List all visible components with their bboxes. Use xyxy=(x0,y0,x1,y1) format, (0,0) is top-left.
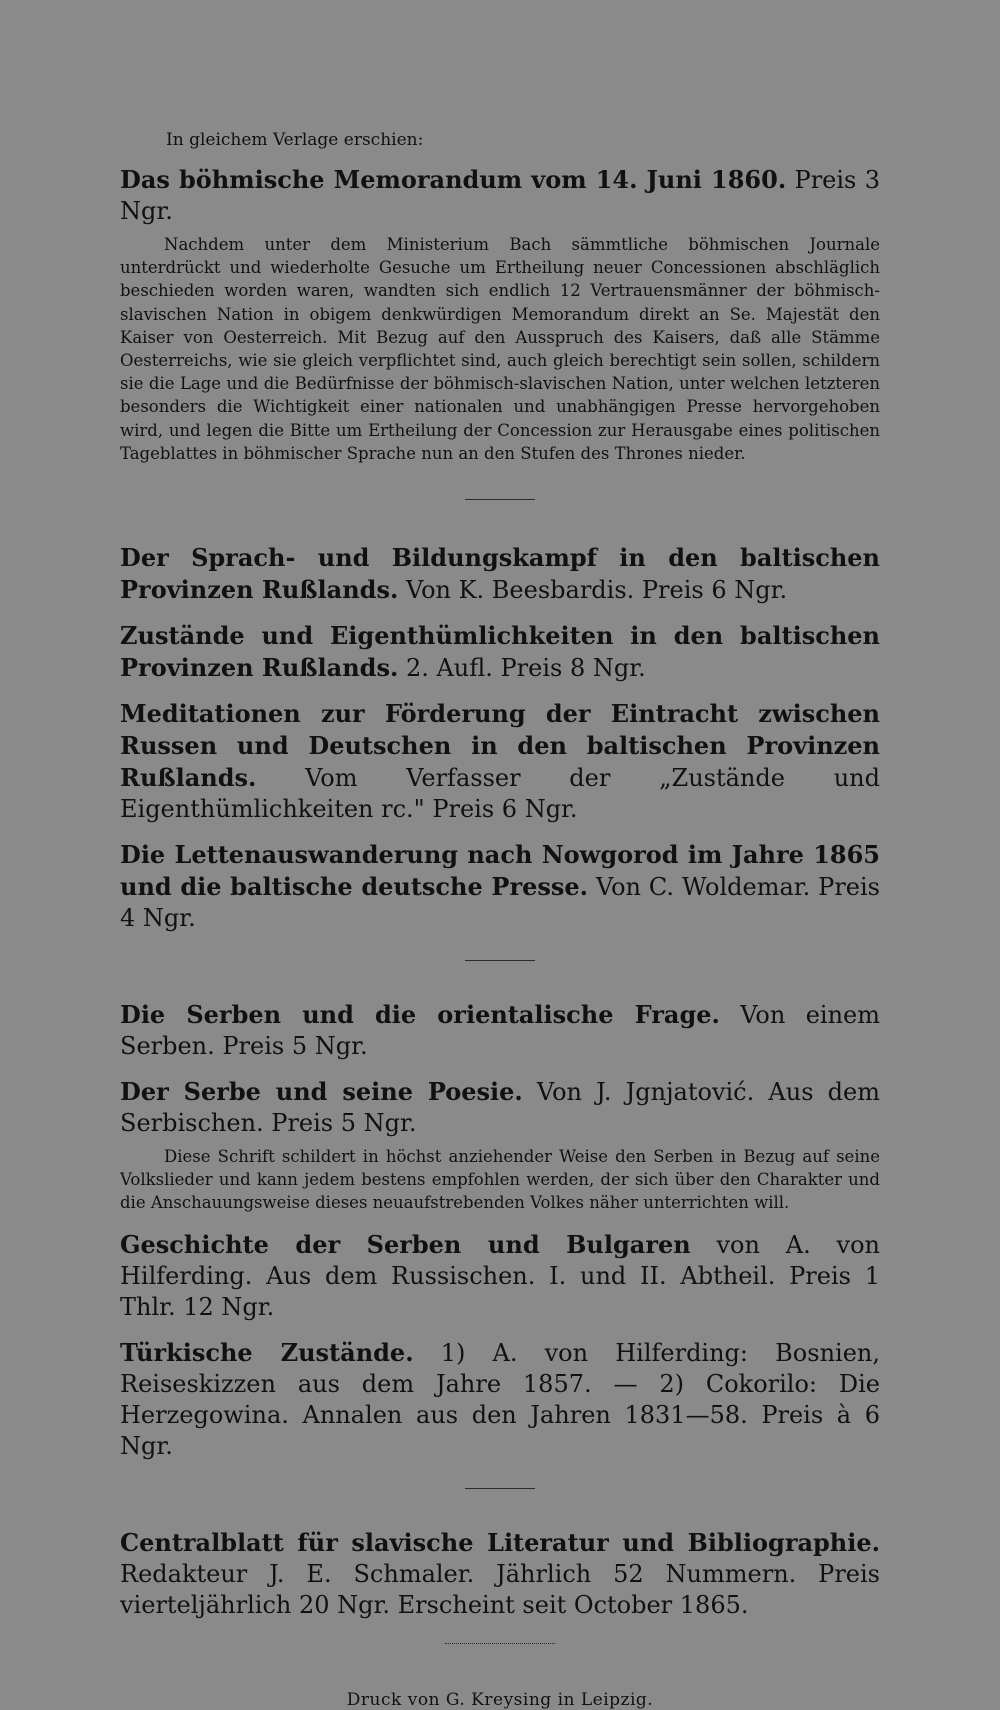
entry-heading xyxy=(120,1337,880,1462)
entry-heading xyxy=(120,839,880,934)
entry-title: Türkische Zustände. xyxy=(120,1337,414,1367)
entry-title: Die Lettenauswanderung nach Nowgorod im Jahre 1865 und die baltische deutsche Presse. xyxy=(120,840,880,902)
catalog-entry xyxy=(120,999,880,1062)
entry-details: Vom Verfasser der „Zustände und Eigenthümlichkeiten rc." Preis 6 Ngr. xyxy=(120,764,880,824)
catalog-entry xyxy=(120,1076,880,1215)
entry-details: Von K. Beesbardis. Preis 6 Ngr. xyxy=(398,576,788,605)
catalog-entry xyxy=(120,164,880,465)
entry-title: Centralblatt für slavische Literatur und Bibliographie. xyxy=(120,1527,880,1557)
catalog-entry xyxy=(120,620,880,684)
entry-heading xyxy=(120,1076,880,1139)
entry-details: 2. Aufl. Preis 8 Ngr. xyxy=(398,654,646,683)
section-divider xyxy=(465,499,535,500)
entry-details: Preis 3 Ngr. xyxy=(120,166,881,225)
entry-title: Der Serbe und seine Poesie. xyxy=(120,1077,523,1107)
entry-heading xyxy=(120,1527,880,1621)
section-divider xyxy=(465,960,535,961)
catalog-entry xyxy=(120,542,880,606)
entry-details: 1) A. von Hilferding: Bosnien, Reiseskizzen aus dem Jahre 1857. — 2) Cokorilo: Die Herzegowina. Annalen aus den Jahren 1831—58. Preis à 6 Ngr. xyxy=(120,1338,880,1460)
entry-title: Zustände und Eigenthümlichkeiten in den baltischen Provinzen Rußlands. xyxy=(120,621,880,683)
entry-details: Redakteur J. E. Schmaler. Jährlich 52 Nummern. Preis vierteljährlich 20 Ngr. Erscheint seit October 1865. xyxy=(120,1559,880,1619)
publisher-catalog-page xyxy=(120,120,880,1710)
entry-heading xyxy=(120,999,880,1062)
entry-heading xyxy=(120,620,880,684)
entry-details: von A. von Hilferding. Aus dem Russischen. I. und II. Abtheil. Preis 1 Thlr. 12 Ngr. xyxy=(120,1230,881,1321)
catalog-entry xyxy=(120,1229,880,1323)
entry-details: Von J. Jgnjatović. Aus dem Serbischen. Preis 5 Ngr. xyxy=(120,1078,880,1138)
printer-imprint: Druck von G. Kreysing in Leipzig. xyxy=(346,1689,654,1710)
entry-title: Der Sprach- und Bildungskampf in den baltischen Provinzen Rußlands. xyxy=(120,543,880,605)
catalog-entry xyxy=(120,1527,880,1621)
entry-title: Geschichte der Serben und Bulgaren xyxy=(120,1229,691,1259)
entry-heading xyxy=(120,164,880,227)
entry-heading xyxy=(120,1229,880,1323)
entry-title: Die Serben und die orientalische Frage. xyxy=(120,1000,720,1030)
entry-description: Nachdem unter dem Ministerium Bach sämmtliche böhmischen Journale unterdrückt und wiederholte Gesuche um Ertheilung neuer Concessionen abschläglich beschieden worden waren, wandten sich endlich 12 Vertrauensmänner der böhmisch-slavischen Nation in obigem denkwürdigen Memorandum direkt an Se. Majestät den Kaiser von Oesterreich. Mit Bezug auf den Ausspruch des Kaisers, daß alle Stämme Oesterreichs, wie sie gleich verpflichtet sind, auch gleich berechtigt sein sollen, schildern sie die Lage und die Bedürfnisse der böhmisch-slavischen Nation, unter welchen letzteren besonders die Wichtigkeit einer nationalen und unabhängigen Presse hervorgehoben wird, und legen die Bitte um Ertheilung der Concession zur Herausgabe eines politischen Tageblattes in böhmischer Sprache nun an den Stufen des Thrones nieder. xyxy=(120,235,880,463)
entry-description: Diese Schrift schildert in höchst anziehender Weise den Serben in Bezug auf seine Volkslieder und kann jedem bestens empfohlen werden, der sich über den Charakter und die Anschauungsweise dieses neuaufstrebenden Volkes näher unterrichten will. xyxy=(120,1147,880,1213)
entry-heading xyxy=(120,542,880,606)
section-divider xyxy=(445,1643,555,1644)
entry-details: Von C. Woldemar. Preis 4 Ngr. xyxy=(120,873,880,933)
catalog-entry xyxy=(120,1337,880,1462)
section-divider xyxy=(465,1488,535,1489)
catalog-entry xyxy=(120,839,880,934)
catalog-entry xyxy=(120,698,880,825)
entry-details: Von einem Serben. Preis 5 Ngr. xyxy=(120,1001,880,1061)
intro-line: In gleichem Verlage erschien: xyxy=(166,130,424,150)
entry-title: Meditationen zur Förderung der Eintracht zwischen Russen und Deutschen in den baltischen Provinzen Rußlands. xyxy=(120,699,880,793)
entry-title: Das böhmische Memorandum vom 14. Juni 1860. xyxy=(120,165,787,194)
entry-heading xyxy=(120,698,880,825)
